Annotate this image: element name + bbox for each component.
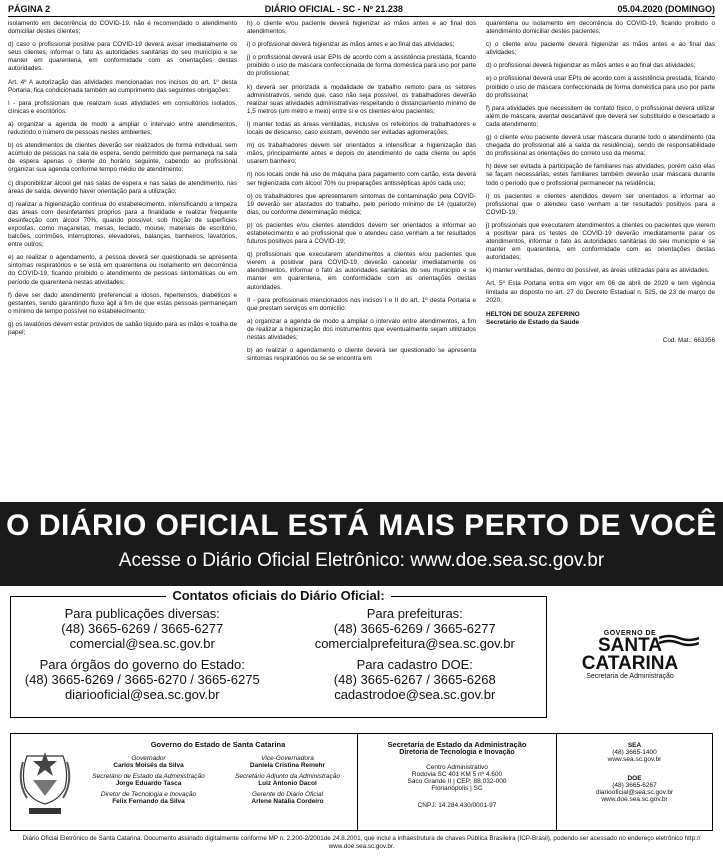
administration-subtitle: Diretoria de Tecnologia e Inovação xyxy=(399,749,515,756)
paragraph: c) o cliente e/ou paciente deverá higienizar as mãos antes e ao final das atividades; xyxy=(486,41,715,57)
banner-headline: O DIÁRIO OFICIAL ESTÁ MAIS PERTO DE VOCÊ xyxy=(6,509,717,542)
sea-phone: (48) 3665-1400 xyxy=(612,749,657,756)
address-line: Centro Administrativo xyxy=(426,764,488,771)
official: Gerente do Diário Oficial Arlene Natália Cordeiro xyxy=(251,791,324,805)
official: Secretário Adjunto da Administração Luiz Antonio Dacol xyxy=(234,773,341,787)
paragraph: d) o profissional deverá higienizar as mãos antes e ao final das atividades; xyxy=(486,62,696,70)
contact-label: Para publicações diversas: xyxy=(64,606,220,621)
contact-label: Para cadastro DOE: xyxy=(356,657,473,672)
contact-email[interactable]: cadastrodoe@sea.sc.gov.br xyxy=(334,687,496,702)
logo-line2: CATARINA xyxy=(581,653,679,674)
paragraph: a) organizar a agenda de modo a ampliar o intervalo entre atendimentos, a fim de realizar a higienização dos instrumentos que eventualmente sejam utilizados nestas atividades; xyxy=(247,317,476,341)
paragraph: q) profissionais que executarem atendimentos a clientes e/ou pacientes que vierem a positivar para COVID-19, deverão cancelar imediatamente os atendimentos, informar o fato às autoridades sanitárias do seu município e se manter em quarentena, em conformidade com as orientações destas autoridades. xyxy=(247,251,476,291)
contact-phone: (48) 3665-6267 / 3665-6268 xyxy=(333,672,496,687)
contact-label: Para órgãos do governo do Estado: xyxy=(39,657,245,672)
contact-label: Para prefeituras: xyxy=(366,606,463,621)
government-title: Governo do Estado de Santa Catarina xyxy=(150,740,286,749)
contact-item xyxy=(11,606,274,651)
paragraph: e) ao realizar o agendamento, a pessoa deverá ser questionada se apresenta sintomas respiratórios e se está em quarentena ou isolamento em decorrência do COVID-19, ficando proibido o atendimento de pessoas sintomáticas ou em período de quarentena nestas atividades; xyxy=(8,254,237,286)
official: Diretor de Tecnologia e Inovação Felix Fernando da Silva xyxy=(100,791,197,805)
paragraph: p) os pacientes e/ou clientes atendidos devem ser orientados a informar ao estabelecimento e ao profissional que o atendeu caso venham a ter resultados futuros positivos para a COVID-19; xyxy=(247,221,476,246)
doe-title: DOE xyxy=(627,775,642,782)
official: Secretário de Estado da Administração Jorge Eduardo Tasca xyxy=(92,773,205,787)
paragraph: f) deve ser dado atendimento preferencial a idosos, hipertensos, diabéticos e gestantes, sendo garantindo fluxo ágil a fim de que estas pessoas permaneçam o mínimo de tempo possível no estabelecimento; xyxy=(8,291,237,315)
sea-title: SEA xyxy=(627,742,642,749)
paragraph: j) profissionais que executarem atendimentos a clientes ou pacientes que vierem a positivar para os testes de COVID-19 deverão imediatamente parar os atendimentos, informar o fato às autoridades sanitárias do seu município e se manter em quarentena, em conformidade com as orientações destas autoridades; xyxy=(486,221,715,262)
contacts-section xyxy=(10,590,713,718)
administration-block xyxy=(357,734,556,830)
official: Governador Carlos Moisés da Silva xyxy=(113,755,184,769)
paragraph: d) realizar a higienização contínua do estabelecimento, intensificando a limpeza das áreas com desinfetantes próprios para a finalidade e realizar frequente desinfecção com álcool 70%, quando possível, sob fricção de superfícies expostas, como maçanetas, mesas, teclado, mouse, materiais de escritório, balcões, corrimões, interruptores, elevadores, balanças, banheiros, lavatórios, entre outros; xyxy=(8,200,237,249)
paragraph: Art. 4º A autorização das atividades mencionadas nos incisos do art. 1º desta Portaria, fica condicionada também ao cumprimento das seguintes obrigações: xyxy=(8,78,237,94)
paragraph: quarentena ou isolamento em decorrência do COVID-19, ficando proibido o atendimento domiciliar destes pacientes; xyxy=(486,20,715,36)
address-line: Florianópolis | SC xyxy=(431,785,483,792)
contact-phone: (48) 3665-6269 / 3665-6277 xyxy=(333,621,496,636)
sea-site-link[interactable]: www.sea.sc.gov.br xyxy=(607,756,662,763)
promo-banner xyxy=(0,502,723,586)
administration-title: Secretaria de Estado da Administração xyxy=(387,740,527,749)
address-line: Saco Grande II | CEP: 88.032-000 xyxy=(407,778,507,785)
contact-phone: (48) 3665-6269 / 3665-6270 / 3665-6275 xyxy=(24,672,260,687)
paragraph: k) manter ventiladas, dentro do possível, as áreas utilizadas para as atividades. xyxy=(486,267,710,275)
column-2 xyxy=(247,20,476,490)
paragraph: d) caso o profissional positive para COVID-19 deverá avisar imediatamente os seus clientes, informar o fato às autoridades sanitárias do seu município e se manter em quarentena, em conformidade com as orientações destas autoridades. xyxy=(8,41,237,73)
doe-phone: (48) 3665-6267 xyxy=(612,782,657,789)
logo-bottom: Secretaria de Administração xyxy=(586,673,674,680)
contact-email[interactable]: comercialprefeitura@sea.sc.gov.br xyxy=(314,636,515,651)
paragraph: f) para atividades que necessitem de contato físico, o profissional deverá utilizar além de máscara, avental descartável que deverá ser substituído e descartado a cada atendimento; xyxy=(486,104,715,128)
contact-block xyxy=(556,734,712,830)
page-number: PÁGINA 2 xyxy=(8,4,51,14)
doe-email-link[interactable]: diariooficial@sea.sc.gov.br xyxy=(595,789,674,796)
paragraph: b) os atendimentos de clientes deverão ser realizados de forma individual, sem acúmulo de pessoas na sala de espera, sendo permitido que permaneça na sala de espera apenas o cliente do horário seguinte, cabendo ao profissional organizar sua agenda conforme tempo médio de atendimento; xyxy=(8,142,237,174)
footer-box xyxy=(10,733,713,831)
paragraph: i) os pacientes e clientes atendidos devem ser orientados a informar ao profissional que o atendeu caso venham a ter resultados positivos para a COVID-19; xyxy=(486,192,715,216)
flag-wave-icon xyxy=(659,634,699,648)
logo-top: GOVERNO DE xyxy=(603,630,657,637)
paragraph: a) organizar a agenda de modo a ampliar o intervalo entre atendimentos, reduzindo o número de pessoas nestes ambientes; xyxy=(8,120,237,137)
paragraph: g) os lavatórios devem estar providos de sabão líquido para as mãos e toalha de papel; xyxy=(8,320,237,336)
officials-grid xyxy=(83,755,353,805)
contact-email[interactable]: comercial@sea.sc.gov.br xyxy=(69,636,215,651)
legal-notice: Diário Oficial Eletrônico de Santa Catarina. Documento assinado digitalmente conforme MP n. 2.200-2/2001de 24.8.2001, que inclui a infraestrutura de chaves Pública Brasileira (ICP-Brasil), podendo ser acessado no endereço eletrônico http:// www.doe.sea.sc.gov.br. xyxy=(22,835,701,850)
page-header xyxy=(8,2,715,17)
paragraph: j) o profissional deverá usar EPIs de acordo com a assistência prestada, ficando proibido o uso de máscara confeccionada de forma doméstica para uso por parte do profissional; xyxy=(247,54,476,78)
paragraph: Art. 5º Esta Portaria entra em vigor em 06 de abril de 2020 e tem vigência limitada ao disposto no art. 27 do Decreto Estadual n. 525, de 23 de março de 2020. xyxy=(486,280,715,304)
cnpj: CNPJ: 14.284.430/0001-97 xyxy=(417,802,497,809)
paragraph: m) os trabalhadores devem ser orientados a intensificar a higienização das mãos, principalmente antes e depois do atendimento de cada cliente ou após usarem banheiro; xyxy=(247,142,476,166)
journal-title: DIÁRIO OFICIAL - SC - Nº 21.238 xyxy=(264,4,403,14)
address-line: Rodovia SC 401 KM 5 nº 4.600 xyxy=(411,771,503,778)
article-columns xyxy=(8,20,715,490)
contacts-box xyxy=(10,588,547,718)
state-crest xyxy=(11,734,79,830)
contacts-grid xyxy=(11,597,546,708)
banner-subline: Acesse o Diário Oficial Eletrônico: www.doe.sea.sc.gov.br xyxy=(118,550,605,571)
logo-line1: SANTA xyxy=(597,635,663,656)
material-code: Cod. Mat.: 663356 xyxy=(662,336,715,344)
paragraph: isolamento em decorrência do COVID-19, não é recomendado o atendimento domiciliar destes clientes; xyxy=(8,20,237,36)
paragraph: i) o profissional deverá higienizar as mãos antes e ao final das atividades; xyxy=(247,41,455,49)
coat-of-arms-icon xyxy=(17,742,73,822)
paragraph: k) deverá ser priorizada a modalidade de trabalho remoto para os setores administrativos, sendo que, caso não seja possível, os trabalhadores deverão realizar suas atividades administrativas respeitando o distanciamento mínimo de 1,5 metros (um metro e meio) entre si e os clientes e/ou pacientes; xyxy=(247,83,476,115)
contact-item xyxy=(284,657,547,702)
contact-email[interactable]: diariooficial@sea.sc.gov.br xyxy=(64,687,220,702)
contact-item xyxy=(284,606,547,651)
contacts-title: Contatos oficiais do Diário Oficial: xyxy=(166,588,390,603)
paragraph: b) ao realizar o agendamento o cliente deverá ser questionado se apresenta sintomas respiratórios ou se se encontra em xyxy=(247,347,476,363)
paragraph: g) o cliente e/ou paciente deverá usar máscara durante todo o atendimento (da chegada do profissional até a saída da residência), sendo de responsabilidade do profissional as orientações do correto uso da mesma; xyxy=(486,134,715,158)
contact-item xyxy=(11,657,274,702)
signatory-name: HELTON DE SOUZA ZEFERINO xyxy=(486,310,580,318)
paragraph: I - para profissionais que realizam suas atividades em consultórios isolados, clínicas e escritórios: xyxy=(8,99,237,115)
paragraph: n) nos locais onde há uso de máquina para pagamento com cartão, esta deverá ser higienizada com álcool 70% ou preparações antissépticas após cada uso; xyxy=(247,171,476,187)
issue-date: 05.04.2020 (DOMINGO) xyxy=(617,4,715,14)
government-block xyxy=(79,734,357,830)
paragraph: c) disponibilizar álcool gel nas salas de espera e nas salas de atendimento, nas áreas de saída, devendo haver orientação para a utilização; xyxy=(8,179,237,195)
paragraph: II - para profissionais mencionados nos incisos I e II do art. 1º desta Portaria e que prestam serviços em domicílio: xyxy=(247,296,476,312)
santa-catarina-logo xyxy=(547,590,713,718)
column-3 xyxy=(486,20,715,490)
paragraph: l) manter todas as áreas ventiladas, inclusive os refeitórios de trabalhadores e locais de descanso, caso existam, devendo ser evitadas aglomerações; xyxy=(247,120,476,137)
official: Vice-Governadora Daniela Cristina Reinehr xyxy=(249,755,326,769)
paragraph: h) o cliente e/ou paciente deverá higienizar as mãos antes e ao final dos atendimentos; xyxy=(247,20,476,36)
signature-block xyxy=(486,311,715,327)
paragraph: o) os trabalhadores que apresentarem sintomas de contaminação pela COVID-19 deverão ser afastados do trabalho, pelo período mínimo de 14 (quatorze) dias, ou conforme determinação médica; xyxy=(247,192,476,216)
column-1 xyxy=(8,20,237,490)
paragraph: h) deve ser evitada a participação de familiares nas atividades, porém caso elas se façam necessárias, estes familiares também deverão usar máscara durante todo o período que o profissional permanecer na residência; xyxy=(486,163,715,187)
doe-site-link[interactable]: www.doe.sea.sc.gov.br xyxy=(601,796,668,803)
signatory-role: Secretário de Estado da Saúde xyxy=(486,318,580,326)
contact-phone: (48) 3665-6269 / 3665-6277 xyxy=(61,621,224,636)
paragraph: e) o profissional deverá usar EPIs de acordo com a assistência prestada, ficando proibido o uso de máscara confeccionada de forma doméstica para uso por parte do profissional; xyxy=(486,75,715,99)
